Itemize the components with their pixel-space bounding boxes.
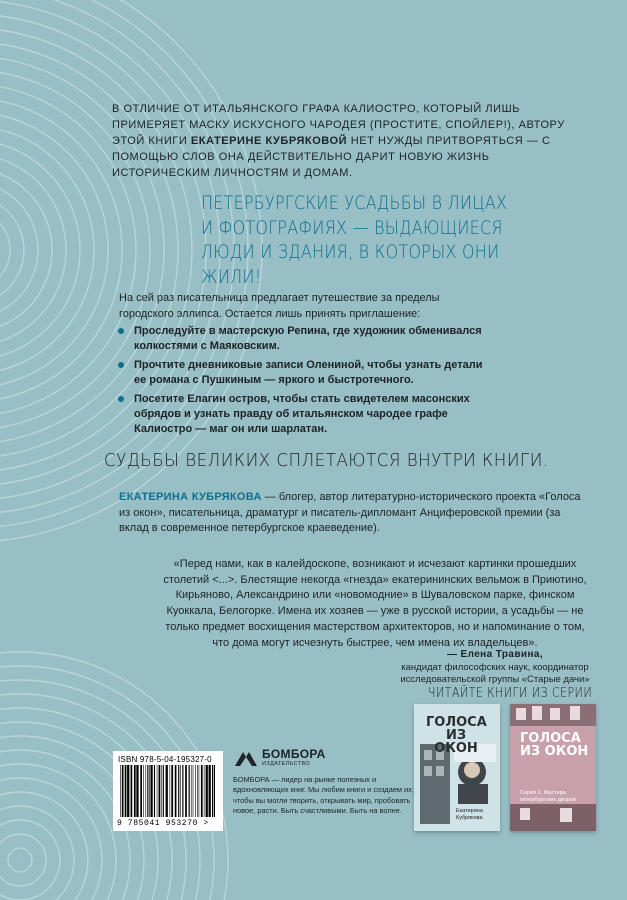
author-bio — [119, 490, 589, 537]
book-title: ГОЛОСА ИЗ ОКОН — [426, 715, 487, 756]
book-subtitle: Екатерина Кубрякова — [456, 808, 483, 821]
bullet-text: Проследуйте в мастерскую Репина, где художник обменивался колкостями с Маяковским. — [134, 325, 482, 352]
bullet-dot-icon — [118, 328, 124, 334]
list-item — [115, 392, 495, 437]
book-cover-art — [510, 704, 596, 831]
headline: ПЕТЕРБУРГСКИЕ УСАДЬБЫ В ЛИЦАХ И ФОТОГРАФИЯХ — ВЫДАЮЩИЕСЯ ЛЮДИ И ЗДАНИЯ, В КОТОРЫХ ОНИ ЖИЛИ! — [201, 192, 508, 288]
ring-line — [0, 792, 88, 900]
barcode-icon — [118, 765, 218, 817]
tagline: СУДЬБЫ ВЕЛИКИХ СПЛЕТАЮТСЯ ВНУТРИ КНИГИ. — [104, 450, 549, 471]
list-item — [115, 324, 495, 354]
author-bio-text: — блогер, автор литературно-исторического проекта «Голоса из окон», писательница, драматург и писатель-дипломант Анциферовской премии (за вклад в современное петербургское краеведение). — [119, 491, 581, 534]
quote-author: — Елена Травина, — [446, 649, 544, 660]
intro-part1: В ОТЛИЧИЕ ОТ ИТАЛЬЯНСКОГО ГРАФА КАЛИОСТРО, КОТОРЫЙ ЛИШЬ ПРИМЕРЯЕТ МАСКУ ИСКУСНОГО ЧАРОДЕЯ (ПРОСТИТЕ, СПОЙЛЕР!), АВТОРУ ЭТОЙ КНИГИ — [112, 103, 565, 147]
quote-author-title: кандидат философских наук, координатор исследовательской группы «Старые дачи» — [400, 661, 590, 685]
intro-author-name: ЕКАТЕРИНЕ КУБРЯКОВОЙ — [190, 135, 348, 147]
bullet-text: Посетите Елагин остров, чтобы стать свидетелем масонских обрядов и узнать правду об итальянском чародее графе Калиостро — маг он или шарлатан. — [134, 393, 470, 435]
list-item — [115, 358, 495, 388]
publisher-subtitle: ИЗДАТЕЛЬСТВО — [262, 761, 311, 767]
ring-line — [0, 98, 122, 402]
publisher-description: БОМБОРА — лидер на рынке полезных и вдохновляющих книг. Мы любим книги и создаем их, чтобы вы могли творить, открывать мир, пробовать новое, расти. Быть счастливыми. Быть на волне. — [233, 775, 414, 815]
author-name: ЕКАТЕРИНА КУБРЯКОВА — [119, 491, 262, 503]
review-quote: «Перед нами, как в калейдоскопе, возникают и исчезают картинки прошедших столетий <...>. Блестящие некогда «гнезда» екатерининских вельмож в Приютино, Кирьяново, Александрино или «новомодние» в Шуваловском парке, финском Куоккала, Белогорке. Имена их хозяев — уже в русской истории, а усадьбы — не только предмет восхищения мастерством архитекторов, но и напоминание о том, что дома могут исчезнуть быстрее, чем имена их владельцев». — [163, 558, 587, 649]
ring-line — [0, 210, 10, 290]
ring-line — [0, 182, 38, 318]
ring-line — [0, 112, 108, 388]
intro-text — [112, 101, 582, 181]
invitation-text: На сей раз писательница предлагает путешествие за пределы городского эллипса. Остается лишь принять приглашение: — [119, 292, 440, 320]
intro-part2: НЕТ НУЖДЫ ПРИТВОРЯТЬСЯ — С ПОМОЩЬЮ СЛОВ ОНА ДЕЙСТВИТЕЛЬНО ДАРИТ НОВУЮ ЖИЗНЬ ИСТОРИЧЕСКИМ ЛИЧНОСТЯМ И ДОМАМ. — [112, 135, 551, 179]
isbn-barcode-box — [113, 751, 223, 831]
quote-signature — [380, 649, 610, 687]
bullet-dot-icon — [118, 362, 124, 368]
book-subtitle: Серия 2. Мастера петербургских дворов — [520, 790, 576, 803]
book-title: ГОЛОСА ИЗ ОКОН — [520, 731, 589, 759]
ring-line — [0, 778, 102, 900]
series-book-cover[interactable] — [414, 704, 500, 831]
bullet-text: Прочтите дневниковые записи Олениной, чтобы узнать детали ее романа с Пушкиным — яркого и быстротечного. — [134, 359, 483, 386]
series-book-cover[interactable] — [510, 704, 596, 831]
bullet-list — [115, 324, 495, 441]
bullet-dot-icon — [118, 396, 124, 402]
isbn-digits: 9 785041 953270 > — [117, 819, 209, 828]
publisher-name: БОМБОРА — [262, 747, 326, 761]
ring-line — [0, 764, 116, 900]
ring-line — [0, 750, 130, 900]
bombora-logo-icon — [233, 748, 259, 768]
ring-line — [0, 196, 24, 304]
ring-line — [0, 820, 60, 900]
ring-line — [8, 848, 32, 872]
ring-line — [0, 168, 52, 332]
series-title: ЧИТАЙТЕ КНИГИ ИЗ СЕРИИ — [427, 686, 593, 701]
isbn-label: ISBN 978-5-04-195327-0 — [118, 755, 212, 764]
ring-line — [0, 834, 46, 886]
